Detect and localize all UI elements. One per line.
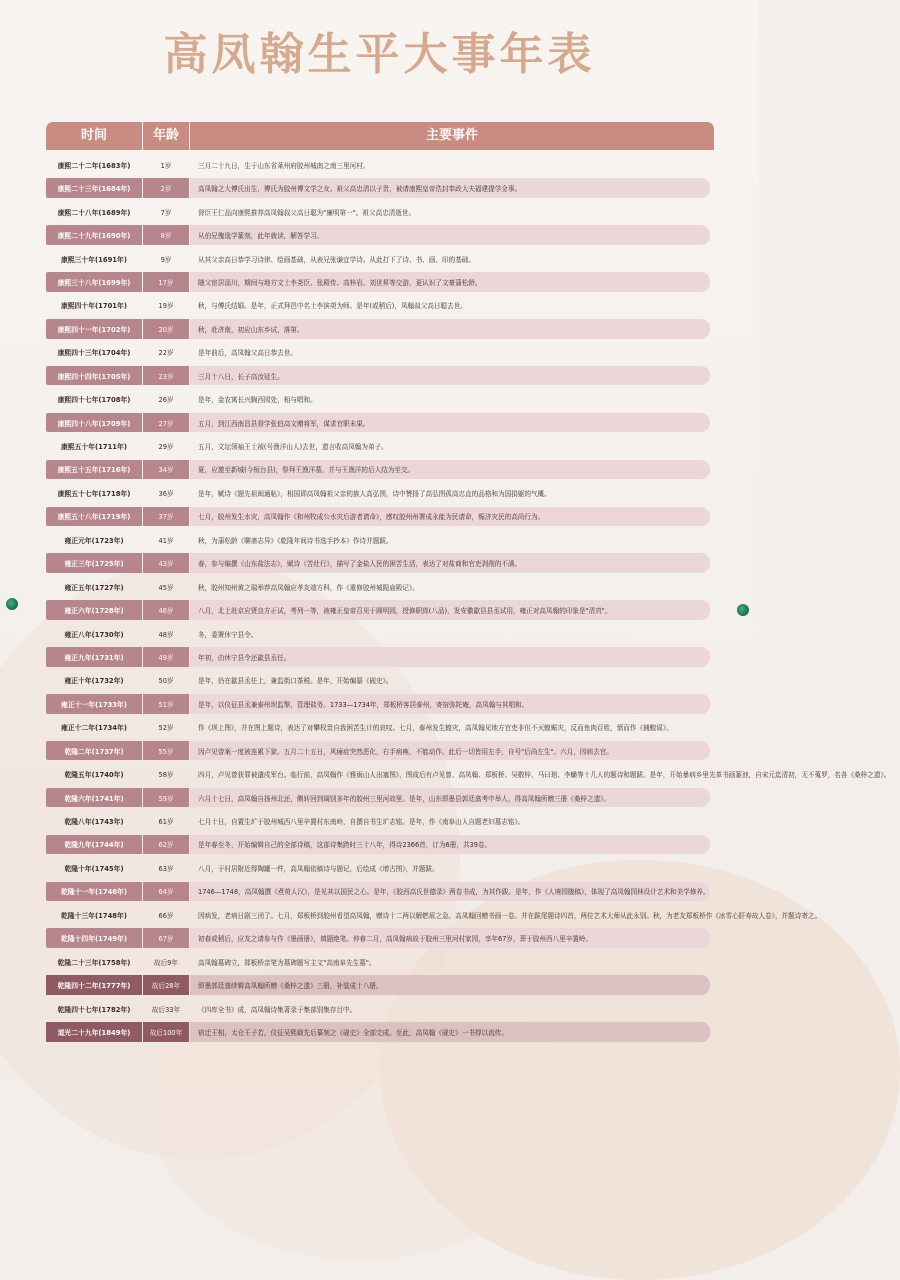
row-age: 55岁 xyxy=(143,741,189,761)
table-row xyxy=(46,528,714,551)
row-time: 乾隆十年(1745年) xyxy=(64,864,124,873)
row-time: 康熙三十八年(1699年) xyxy=(46,272,142,292)
table-row xyxy=(46,411,714,434)
table-row xyxy=(46,1020,714,1043)
row-age: 9岁 xyxy=(160,255,172,264)
table-row xyxy=(46,200,714,223)
row-age: 45岁 xyxy=(158,583,174,592)
table-header xyxy=(46,122,714,150)
table-row xyxy=(46,247,714,270)
row-time: 康熙三十年(1691年) xyxy=(61,255,127,264)
table-row xyxy=(46,551,714,574)
row-age: 26岁 xyxy=(158,396,174,405)
row-event: 即墨郭廷翕续辑高凤翰所赠《桑梓之遗》三册，补装成十八册。 xyxy=(190,975,710,995)
table-row xyxy=(46,270,714,293)
row-event: 是年，以仪征县丞兼泰州坝监掣，管理盐务。1733—1734年，郑板桥客居泰州，寄宿弥陀庵，高凤翰与其唱和。 xyxy=(190,694,710,714)
row-time: 乾隆五年(1740年) xyxy=(64,771,124,780)
row-age: 17岁 xyxy=(143,272,189,292)
row-age: 7岁 xyxy=(160,208,172,217)
table-row xyxy=(46,833,714,856)
row-event: 因卢见曾案一度被连累下狱。五月二十五日，风瘫症突然恶化，右手病痪，不能动作。此后一切皆用左手，自号"后尚左生"。六月，因病去官。 xyxy=(190,741,710,761)
row-age: 43岁 xyxy=(143,553,189,573)
row-event: 五月，到江西南昌县督学张伯高文赠将军，谋求官职未果。 xyxy=(190,413,710,433)
mounting-pin-icon xyxy=(737,604,749,616)
row-time: 康熙五十八年(1719年) xyxy=(46,507,142,527)
table-row xyxy=(46,903,822,926)
row-event: 是年，仍在歙县丞任上，兼监街口茶税。是年，开始编纂《砚史》。 xyxy=(198,677,393,686)
row-event: 督臣王仁品向康熙推荐高凤翰叔父高日聪为"廉明第一"。祖父高忠清逝世。 xyxy=(198,208,416,217)
row-age: 61岁 xyxy=(158,818,174,826)
table-row xyxy=(46,645,714,668)
table-row xyxy=(46,434,714,457)
row-time: 康熙五十年(1711年) xyxy=(61,443,127,451)
row-time: 乾隆十三年(1748年) xyxy=(61,911,127,920)
row-time: 康熙四十三年(1704年) xyxy=(57,349,131,358)
row-age: 46岁 xyxy=(143,600,189,620)
row-event: 秋，为蒲松龄《聊斋志异》《乾隆年间诗书选手抄本》作诗并题跋。 xyxy=(198,536,393,545)
row-time: 乾隆四十二年(1777年) xyxy=(46,975,142,995)
row-time: 乾隆六年(1741年) xyxy=(46,788,142,808)
row-time: 雍正八年(1730年) xyxy=(64,630,124,639)
row-age: 52岁 xyxy=(158,724,174,733)
row-time: 康熙四十四年(1705年) xyxy=(46,366,142,386)
row-age: 49岁 xyxy=(143,647,189,667)
row-event: 秋，胶州知州黄之瑞举荐高凤翰应孝友端方科，作《重修胶州城隍庙殿记》。 xyxy=(198,583,419,592)
timeline-table xyxy=(46,153,891,1044)
row-event: 冬，委署休宁县令。 xyxy=(198,630,258,639)
row-event: 七月十日，自置生圹于胶州城西八里辛置村东南岭，自撰自书生圹志铭。是年，作《南阜山人自题老妇墓志铭》。 xyxy=(198,818,525,826)
row-time: 道光二十九年(1849年) xyxy=(46,1022,142,1042)
row-age: 67岁 xyxy=(143,928,189,948)
table-row xyxy=(46,692,714,715)
row-time: 乾隆二十三年(1758年) xyxy=(57,958,131,967)
row-age: 64岁 xyxy=(143,882,189,902)
header-age: 年龄 xyxy=(143,122,189,150)
table-row xyxy=(46,950,714,973)
row-event: 三月十八日，长子高汝延生。 xyxy=(190,366,710,386)
table-row xyxy=(46,505,714,528)
row-event: 初春或稍后，应友之请参与作《墨画册》，填题绝笔。仲春二月，高凤翰病故于胶州三里河村家园，享年67岁，葬于胶州西八里辛置岭。 xyxy=(190,928,710,948)
row-event: 宿迁王相，太仓王子若，仪征吴熙载先后摹刻之《砚史》全部完成。至此，高凤翰《砚史》一书得以流传。 xyxy=(190,1022,710,1042)
row-age: 58岁 xyxy=(158,771,174,780)
row-time: 乾隆十一年(1746年) xyxy=(46,882,142,902)
table-row xyxy=(46,739,714,762)
row-event: 1746—1748，高凤翰撰《煮萸人汉》，是见其以国民之心。是年，《胶西高氏世德录》两卷书成，为其作跋。是年，作《人境园腹稿》，体现了高凤翰园林设计艺术和美学修养。 xyxy=(190,882,710,902)
row-age: 48岁 xyxy=(158,630,174,639)
row-time: 康熙四十年(1701年) xyxy=(61,302,127,311)
row-age: 19岁 xyxy=(158,302,174,311)
row-time: 康熙五十五年(1716年) xyxy=(46,460,142,480)
table-row xyxy=(46,973,714,996)
row-age: 27岁 xyxy=(143,413,189,433)
row-age: 59岁 xyxy=(143,788,189,808)
table-row xyxy=(46,364,714,387)
row-event: 秋，与傅氏结婚。是年，正式拜邑中名士李滨萸为师。是年(或稍后)，凤翰叔父高日聪去世。 xyxy=(198,302,467,311)
row-time: 雍正十二年(1734年) xyxy=(61,724,127,733)
row-event: 高凤翰墓碑立，郑板桥亲笔为墓碑题写主文"高南阜先生墓"。 xyxy=(198,958,376,967)
table-row xyxy=(46,341,714,364)
row-age: 1岁 xyxy=(160,161,172,170)
row-age: 22岁 xyxy=(158,349,174,358)
table-row xyxy=(46,176,714,199)
row-age: 62岁 xyxy=(143,835,189,855)
row-event: 是年前后，高凤翰父高日恭去世。 xyxy=(198,349,297,358)
row-event: 从伯兄傀逸学篆刻，此年就读，解答学习。 xyxy=(190,225,710,245)
row-event: 八月，北上赴京应贤良方正试，考列一等，被雍正皇帝召见于圆明园，授修职郎(八品)，发安徽歙县县丞试用，雍正对高凤翰的印象是"清真"。 xyxy=(190,600,710,620)
row-time: 乾隆四十七年(1782年) xyxy=(57,1005,131,1014)
row-time: 雍正六年(1728年) xyxy=(46,600,142,620)
table-row xyxy=(46,153,714,176)
row-event: 六月十七日，高凤翰自扬州北还，侧转回到阔别多年的胶州三里河故里。是年，山东即墨县郭廷翕考中举人，得高凤翰所赠三册《桑梓之遗》。 xyxy=(190,788,710,808)
table-row xyxy=(46,880,714,903)
row-event: 是年，赋诗《题先祖闽通帖》，相国即高凤翰祖父亲的族人高弘图，诗中赞扬了高弘图孤高忠直的品格和为国捐躯的气概。 xyxy=(198,489,551,498)
table-row xyxy=(46,926,714,949)
row-age: 51岁 xyxy=(143,694,189,714)
row-event: 《四库全书》成，高凤翰诗集著录于集部别集存目中。 xyxy=(198,1005,357,1014)
row-age: 29岁 xyxy=(158,443,174,451)
row-age: 63岁 xyxy=(158,864,174,873)
row-time: 乾隆八年(1743年) xyxy=(64,818,124,826)
row-event: 是年春至冬，开始编辑自己的全部诗稿，这部诗集跨时三十八年，得诗2366首，订为6册，共39卷。 xyxy=(190,835,710,855)
row-time: 乾隆二年(1737年) xyxy=(46,741,142,761)
header-time: 时间 xyxy=(46,122,142,150)
row-event: 八月，于村居附近得陶罐一件，高凤翰依稿诗与题记，后绘成《增古图》，并题跋。 xyxy=(198,864,439,873)
row-time: 雍正元年(1723年) xyxy=(64,536,124,545)
row-event: 秋，赴济南，初应山东乡试，落第。 xyxy=(190,319,710,339)
row-age: 故后100年 xyxy=(143,1022,189,1042)
table-row xyxy=(46,856,714,879)
row-time: 雍正三年(1725年) xyxy=(46,553,142,573)
row-time: 康熙四十七年(1708年) xyxy=(57,396,131,405)
row-event: 高凤翰之大傅氏出生，傅氏为胶州傅文学之女。祖父高忠清以子贵，被请康熙皇帝诰封奉政大夫福建提学佥事。 xyxy=(190,178,710,198)
table-row xyxy=(46,598,714,621)
row-age: 66岁 xyxy=(158,911,174,920)
header-event: 主要事件 xyxy=(190,122,714,150)
row-event: 三月二十九日，生于山东省莱州府胶州城南之南三里河村。 xyxy=(198,161,370,170)
table-row xyxy=(46,317,714,340)
table-row xyxy=(46,622,714,645)
row-time: 乾隆十四年(1749年) xyxy=(46,928,142,948)
row-age: 8岁 xyxy=(143,225,189,245)
table-row xyxy=(46,458,714,481)
table-row xyxy=(46,387,714,410)
row-age: 20岁 xyxy=(143,319,189,339)
page-title: 高凤翰生平大事年表 xyxy=(163,29,596,80)
row-age: 2岁 xyxy=(143,178,189,198)
row-event: 是年，金农寓长兴胸西园处，相与唱和。 xyxy=(198,396,317,405)
row-time: 雍正十一年(1733年) xyxy=(46,694,142,714)
row-event: 五月，文坛领袖王士祯(号渔洋山人)去世，遗言收高凤翰为弟子。 xyxy=(198,443,388,451)
row-age: 50岁 xyxy=(158,677,174,686)
table-row xyxy=(46,223,714,246)
table-row xyxy=(46,294,714,317)
row-age: 34岁 xyxy=(143,460,189,480)
row-event: 夏，应邀至新城(今桓台县)，祭拜王渔洋墓，并与王渔洋的后人结为至交。 xyxy=(190,460,710,480)
row-time: 雍正五年(1727年) xyxy=(64,583,124,592)
row-time: 康熙五十七年(1718年) xyxy=(57,489,131,498)
mounting-pin-icon xyxy=(6,598,18,610)
row-age: 故后28年 xyxy=(143,975,189,995)
row-time: 雍正十年(1732年) xyxy=(64,677,124,686)
table-row xyxy=(46,716,714,739)
row-age: 23岁 xyxy=(143,366,189,386)
table-row xyxy=(46,481,714,504)
row-event: 年初，由休宁县令还歙县丞任。 xyxy=(190,647,710,667)
row-time: 康熙二十九年(1690年) xyxy=(46,225,142,245)
row-event: 春，参与编撰《山东盐法志》，赋诗《苦灶行》，描写了金盐人民的困苦生活，表达了对盐商和官吏剥削的不满。 xyxy=(190,553,710,573)
row-time: 康熙四十一年(1702年) xyxy=(46,319,142,339)
table-row xyxy=(46,997,714,1020)
row-event: 四月，卢见曾获罪被遣戍军台。临行前，高凤翰作《雅雨山人出塞图》，图成后有卢见曾、高凤翰、郑板桥、吴敬梓、马曰琯、李蟠等十几人的题诗和题跋。是年，开始暴病乡里先革书画篆池，自宋元迄清初，无不蒐罗，名各《桑梓之遗》。 xyxy=(198,771,891,780)
row-event: 从其父亲高日恭学习诗律、绘画基础，从表兄张谦宜学诗。从此打下了诗、书、画、印的基础。 xyxy=(198,255,475,264)
row-event: 作《坝上图》，并在图上题诗，表达了对攀权贵自我困苦生计的哀叹。七月，泰州发生蝗灾，高凤翰见地方官吏非但不灭蝗赈灾，反而鱼肉百姓，愤而作《捕蝗谣》。 xyxy=(198,724,673,733)
row-time: 康熙二十八年(1689年) xyxy=(57,208,131,217)
row-event: 七月，胶州发生水灾，高凤翰作《和州牧成公水灾后游者请命》，感叹胶州州署成永能为民请命，赈济灾民的高尚行为。 xyxy=(190,507,710,527)
row-age: 故后9年 xyxy=(154,958,178,967)
row-age: 36岁 xyxy=(158,489,174,498)
table-row xyxy=(46,786,714,809)
row-age: 41岁 xyxy=(158,536,174,545)
table-row xyxy=(46,762,891,785)
row-event: 因病发，老病日剧三闭了。七月，郑板桥到胶州看望高凤翰，赠诗十二两以解燃眉之急。高凤翰回赠书画一卷。并在跋尾题诗四首，两位艺术大师从此永别。秋，为老友郑板桥作《冰雪心肝寿故人卷》，并题诗寄之。 xyxy=(198,911,822,920)
table-row xyxy=(46,669,714,692)
row-age: 故后33年 xyxy=(151,1005,181,1014)
row-age: 37岁 xyxy=(143,507,189,527)
row-time: 雍正九年(1731年) xyxy=(46,647,142,667)
row-event: 随父宦居淄川，期间与地方文士李尧臣、张殿传、高梓岩、刘世昇等交游，更认识了文豪蒲松龄。 xyxy=(190,272,710,292)
table-row xyxy=(46,575,714,598)
row-time: 康熙四十八年(1709年) xyxy=(46,413,142,433)
row-time: 康熙二十二年(1683年) xyxy=(57,161,131,170)
table-row xyxy=(46,809,714,832)
row-time: 乾隆九年(1744年) xyxy=(46,835,142,855)
row-time: 康熙二十三年(1684年) xyxy=(46,178,142,198)
